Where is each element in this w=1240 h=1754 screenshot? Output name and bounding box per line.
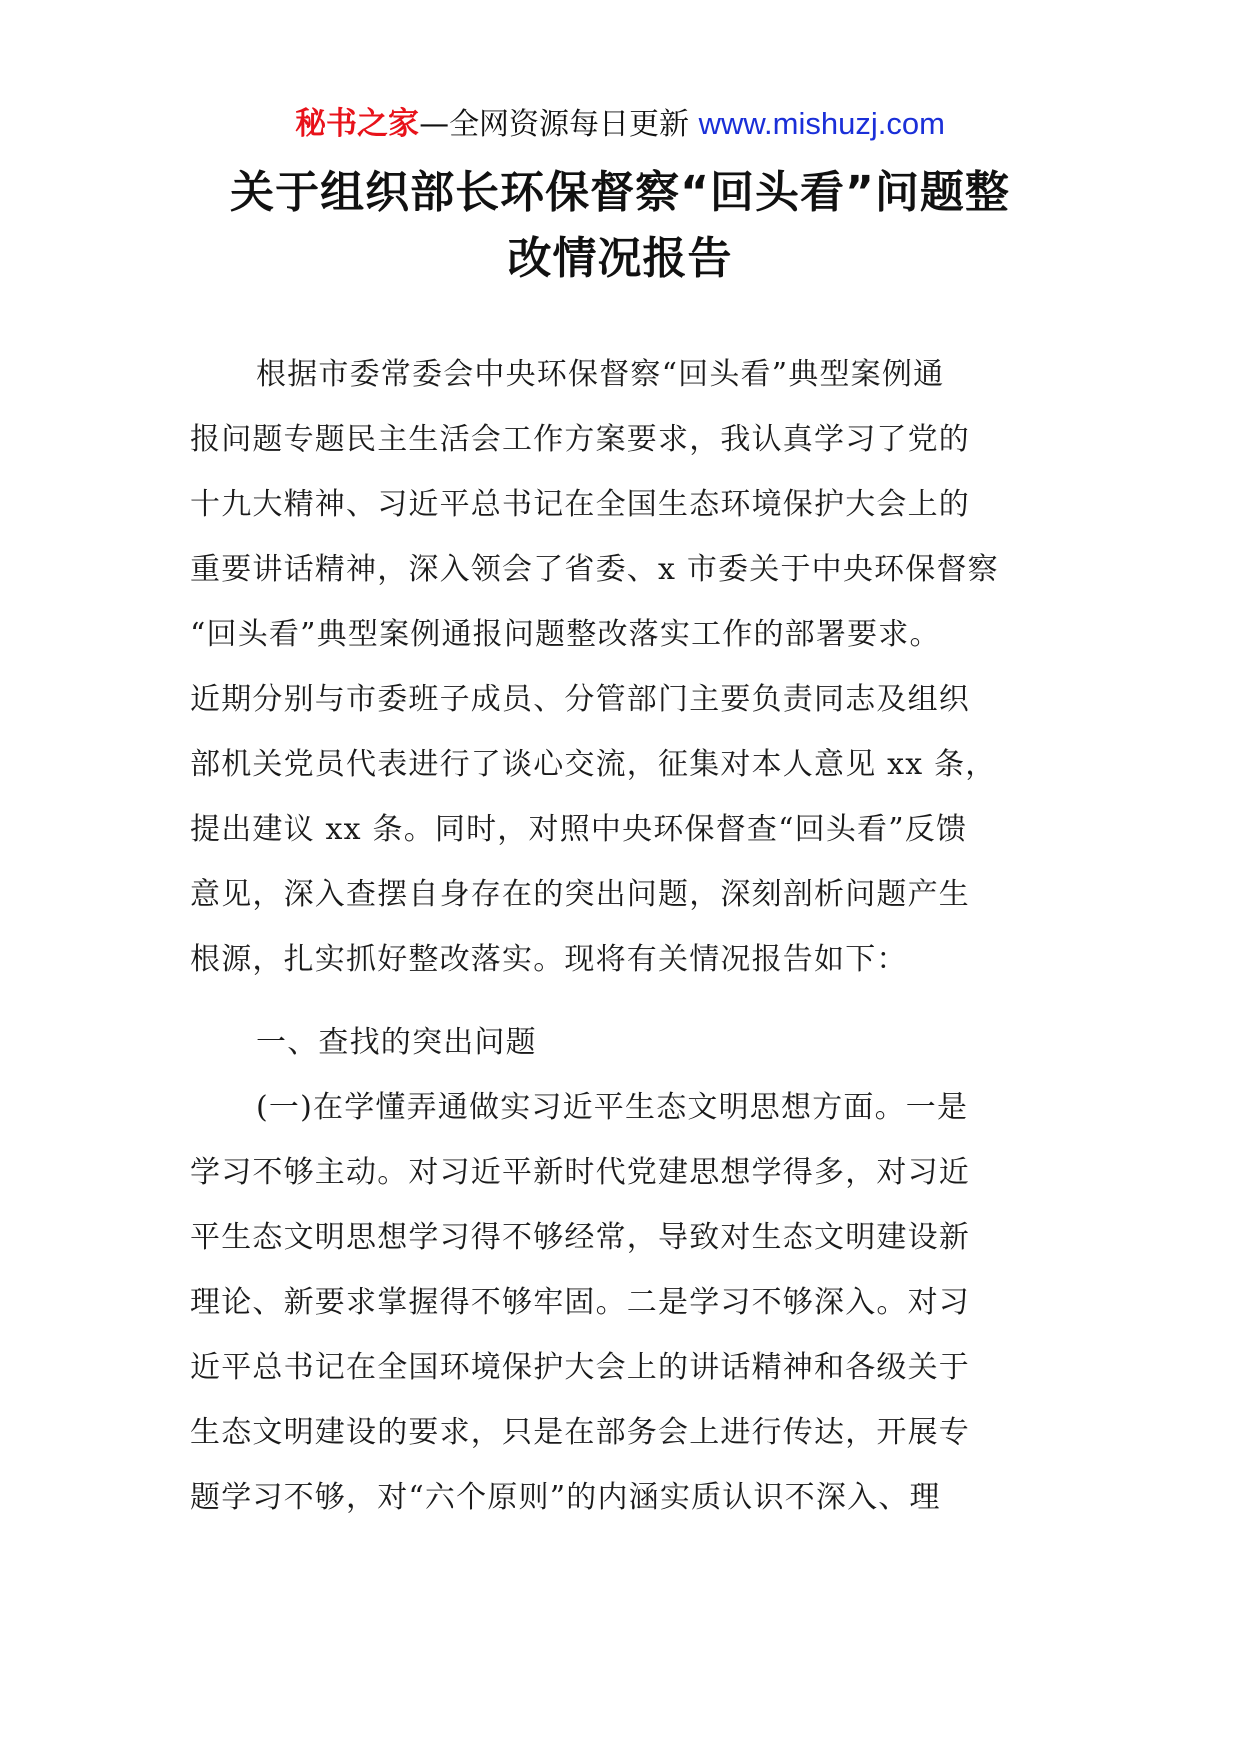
paragraph-line: 根据市委常委会中央环保督察“回头看”典型案例通 [256, 357, 945, 392]
brand-name: 秘书之家 [295, 106, 420, 142]
paragraph-line: (一)在学懂弄通做实习近平生态文明思想方面。一是 [256, 1090, 969, 1125]
site-banner [0, 98, 1240, 151]
paragraph-line: 提出建议 xx 条。同时，对照中央环保督查“回头看”反馈 [190, 812, 968, 847]
paragraph-line: 根源，扎实抓好整改落实。现将有关情况报告如下： [190, 942, 908, 977]
document-body [190, 342, 1050, 1530]
paragraph-line: 意见，深入查摆自身存在的突出问题，深刻剖析问题产生 [190, 877, 970, 912]
site-url-link[interactable]: www.mishuzj.com [698, 106, 945, 141]
paragraph-line: 部机关党员代表进行了谈心交流，征集对本人意见 xx 条， [190, 747, 997, 782]
paragraph-line: 近期分别与市委班子成员、分管部门主要负责同志及组织 [190, 682, 970, 717]
paragraph-line: 学习不够主动。对习近平新时代党建思想学得多，对习近 [190, 1155, 970, 1190]
paragraph-line: 题学习不够，对“六个原则”的内涵实质认识不深入、理 [190, 1480, 941, 1515]
paragraph-line: 报问题专题民主生活会工作方案要求，我认真学习了党的 [190, 422, 970, 457]
paragraph-line: 十九大精神、习近平总书记在全国生态环境保护大会上的 [190, 487, 970, 522]
section-heading: 一、查找的突出问题 [256, 1025, 537, 1060]
document-title [180, 160, 1060, 292]
paragraph-line: 平生态文明思想学习得不够经常，导致对生态文明建设新 [190, 1220, 970, 1255]
title-line-2: 改情况报告 [507, 233, 733, 284]
title-line-1: 关于组织部长环保督察“回头看”问题整 [230, 167, 1010, 218]
paragraph-line: 近平总书记在全国环境保护大会上的讲话精神和各级关于 [190, 1350, 970, 1385]
paragraph-line: “回头看”典型案例通报问题整改落实工作的部署要求。 [190, 617, 941, 652]
paragraph-gap [190, 992, 1050, 1010]
paragraph-line: 理论、新要求掌握得不够牢固。二是学习不够深入。对习 [190, 1285, 970, 1320]
paragraph-line: 生态文明建设的要求，只是在部务会上进行传达，开展专 [190, 1415, 970, 1450]
banner-slogan: —全网资源每日更新 [419, 107, 699, 142]
paragraph-line: 重要讲话精神，深入领会了省委、x 市委关于中央环保督察 [190, 552, 999, 587]
